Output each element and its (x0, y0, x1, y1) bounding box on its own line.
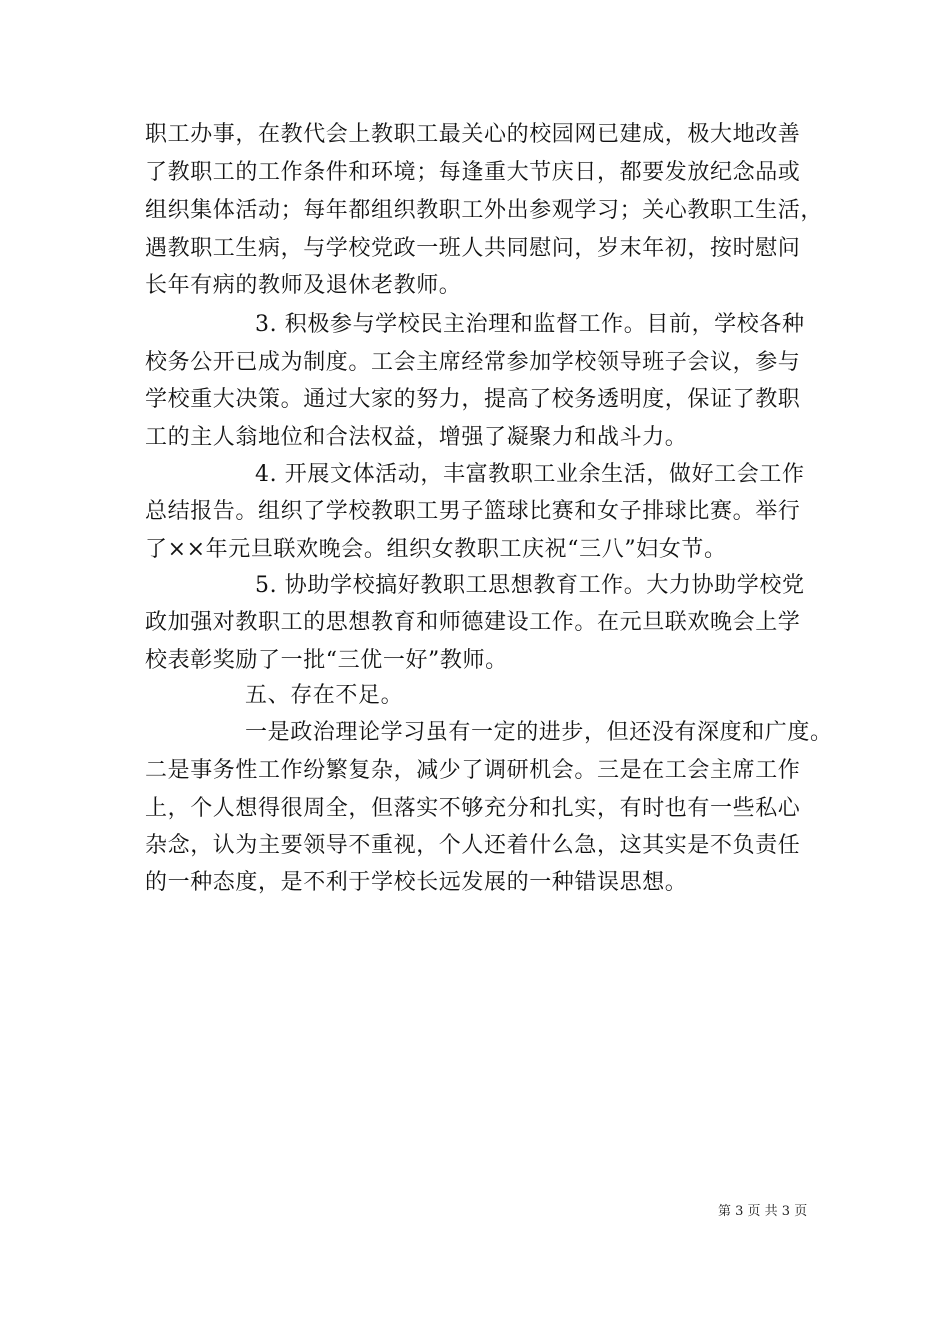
body-text-line: 的一种态度，是不利于学校长远发展的一种错误思想。 (145, 870, 688, 895)
page-number: 第 3 页 共 3 页 (718, 1204, 808, 1219)
body-text-line: 了教职工的工作条件和环境；每逢重大节庆日，都要发放纪念品或 (145, 160, 801, 185)
body-text-line: 总结报告。组织了学校教职工男子篮球比赛和女子排球比赛。举行 (145, 499, 801, 524)
body-text-line: 工的主人翁地位和合法权益，增强了凝聚力和战斗力。 (145, 425, 688, 450)
body-text-line: 政加强对教职工的思想教育和师德建设工作。在元旦联欢晚会上学 (145, 610, 801, 635)
body-text-line: 遇教职工生病，与学校党政一班人共同慰问，岁末年初，按时慰问 (145, 236, 801, 261)
body-text-line: 杂念，认为主要领导不重视，个人还着什么急，这其实是不负责任 (145, 833, 801, 858)
body-text-line: 长年有病的教师及退休老教师。 (145, 273, 462, 298)
body-text-line: 职工办事，在教代会上教职工最关心的校园网已建成，极大地改善 (145, 122, 801, 147)
list-item-5-start: 5. 协助学校搞好教职工思想教育工作。大力协助学校党 (255, 573, 805, 598)
body-text-line: 了××年元旦联欢晚会。组织女教职工庆祝“三八”妇女节。 (145, 537, 727, 562)
body-text-line: 校表彰奖励了一批“三优一好”教师。 (145, 648, 508, 673)
body-text-line: 学校重大决策。通过大家的努力，提高了校务透明度，保证了教职 (145, 387, 801, 412)
body-text-line: 二是事务性工作纷繁复杂，减少了调研机会。三是在工会主席工作 (145, 758, 801, 783)
paragraph-start: 一是政治理论学习虽有一定的进步，但还没有深度和广度。 (245, 720, 833, 745)
body-text-line: 组织集体活动；每年都组织教职工外出参观学习；关心教职工生活， (145, 198, 824, 223)
list-item-3-start: 3. 积极参与学校民主治理和监督工作。目前，学校各种 (255, 312, 805, 337)
body-text-line: 上，个人想得很周全，但落实不够充分和扎实，有时也有一些私心 (145, 796, 801, 821)
section-heading: 五、存在不足。 (245, 683, 404, 708)
list-item-4-start: 4. 开展文体活动，丰富教职工业余生活，做好工会工作 (255, 462, 805, 487)
body-text-line: 校务公开已成为制度。工会主席经常参加学校领导班子会议，参与 (145, 350, 801, 375)
